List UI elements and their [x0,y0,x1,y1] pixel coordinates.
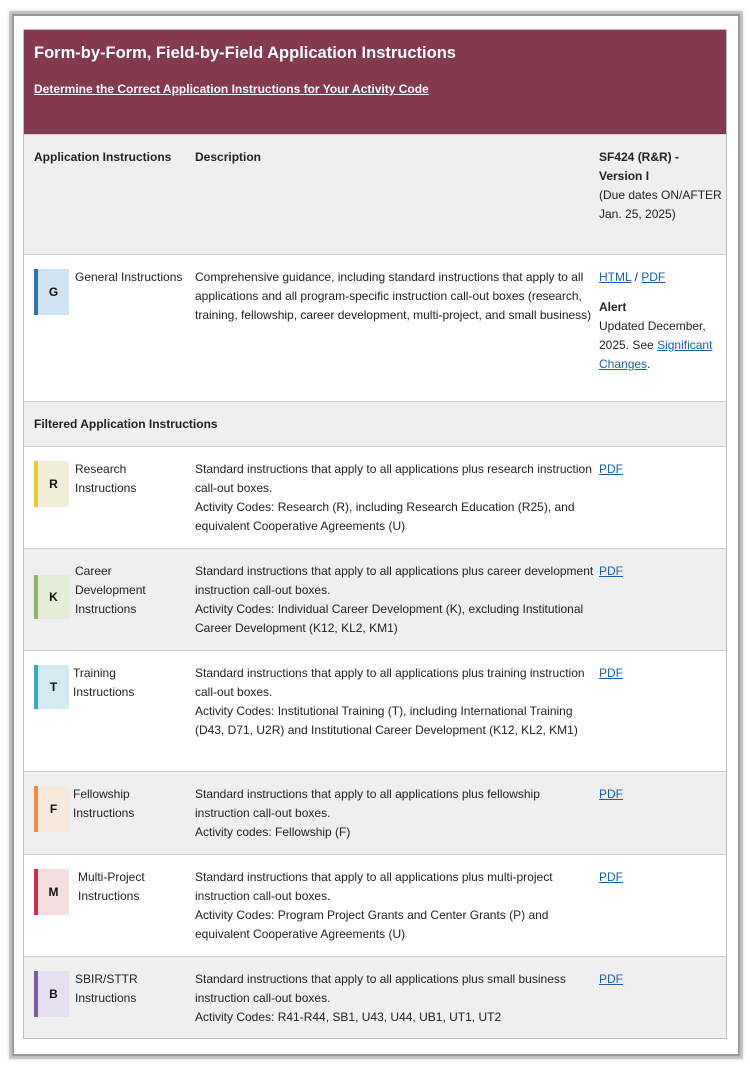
badge-letter: G [48,284,59,299]
instruction-description [195,970,595,1027]
description-text: Standard instructions that apply to all applications plus training instruction call-out boxes. [195,666,585,699]
badge-letter: K [49,589,58,604]
alert-end: . [647,357,651,371]
description-text: Standard instructions that apply to all applications plus multi-project instruction call-out boxes. [195,870,553,903]
badge-k [34,575,69,619]
activity-codes: Activity Codes: Institutional Training (T), including International Training (D43, D71, U2R) and Institutional Career Development (K12, KL2, KM1) [195,704,578,737]
instruction-links [599,562,724,581]
badge-b [34,971,69,1017]
badge-letter: T [49,679,58,694]
page-title: Form-by-Form, Field-by-Field Application Instructions [34,44,456,62]
pdf-link[interactable]: PDF [599,787,623,801]
instruction-row [24,956,726,1039]
filtered-title: Filtered Application Instructions [34,417,218,431]
instruction-label: Research Instructions [75,462,137,495]
instruction-description [195,868,595,944]
badge-f [34,786,69,832]
activity-codes: Activity codes: Fellowship (F) [195,825,351,839]
instruction-links [599,785,724,804]
badge-general [34,269,69,315]
filtered-rows [24,446,726,1039]
instruction-row [24,854,726,956]
filtered-section-header [24,401,726,446]
general-links [599,268,724,374]
pdf-link[interactable]: PDF [599,972,623,986]
alert-title: Alert [599,300,627,314]
instruction-label: Training Instructions [73,666,135,699]
pdf-link[interactable]: PDF [599,462,623,476]
badge-m [34,869,69,915]
description-text: Standard instructions that apply to all applications plus small business instruction call-out boxes. [195,972,566,1005]
general-html-link[interactable]: HTML [599,270,632,284]
instruction-label: SBIR/STTR Instructions [75,972,138,1005]
activity-code-link[interactable]: Determine the Correct Application Instructions for Your Activity Code [34,82,429,96]
instruction-description [195,460,595,536]
col-header-description: Description [195,150,262,164]
description-text: Standard instructions that apply to all applications plus research instruction call-out boxes. [195,462,592,495]
column-header-row [24,134,726,254]
instruction-row [24,446,726,548]
instruction-description [195,562,595,638]
col-header-instructions: Application Instructions [34,150,172,164]
instruction-row [24,548,726,650]
badge-letter: B [49,986,58,1001]
description-text: Standard instructions that apply to all applications plus fellowship instruction call-out boxes. [195,787,540,820]
alert-text: Updated December, 2025. See [599,319,706,352]
general-pdf-link[interactable]: PDF [641,270,666,284]
instruction-description [195,664,595,740]
instruction-row [24,771,726,854]
pdf-link[interactable]: PDF [599,666,623,680]
activity-codes: Activity Codes: Program Project Grants and Center Grants (P) and equivalent Cooperative Agreements (U) [195,908,549,941]
instruction-label: Career Development Instructions [75,564,146,616]
col-header-version [599,148,724,224]
page-frame [12,14,740,1056]
activity-codes: Activity Codes: Individual Career Development (K), excluding Institutional Career Development (K12, KL2, KM1) [195,602,584,635]
badge-letter: F [49,801,58,816]
activity-codes: Activity Codes: Research (R), including Research Education (R25), and equivalent Cooperative Agreements (U) [195,500,575,533]
instruction-links [599,664,724,683]
version-title: SF424 (R&R) - Version I [599,150,680,183]
activity-codes: Activity Codes: R41-R44, SB1, U43, U44, UB1, UT1, UT2 [195,1010,502,1024]
instruction-description [195,785,595,842]
version-note: (Due dates ON/AFTER Jan. 25, 2025) [599,188,722,221]
general-label: General Instructions [75,270,183,284]
link-separator: / [634,270,638,284]
banner [24,30,726,134]
pdf-link[interactable]: PDF [599,564,623,578]
pdf-link[interactable]: PDF [599,870,623,884]
badge-t [34,665,69,709]
instructions-table [23,29,727,1039]
general-description: Comprehensive guidance, including standard instructions that apply to all applications and all program-specific instruction call-out boxes (research, training, fellowship, career development, multi-project, and small business) [195,270,592,322]
instruction-row [24,650,726,771]
description-text: Standard instructions that apply to all applications plus career development instruction call-out boxes. [195,564,594,597]
instruction-label: Multi-Project Instructions [78,870,145,903]
badge-letter: R [49,476,58,491]
badge-r [34,461,69,507]
instruction-links [599,460,724,479]
instruction-label: Fellowship Instructions [73,787,135,820]
instruction-links [599,970,724,989]
significant-changes-link[interactable]: Significant Changes [599,338,713,371]
general-row [24,254,726,401]
instruction-links [599,868,724,887]
badge-letter: M [48,884,59,899]
